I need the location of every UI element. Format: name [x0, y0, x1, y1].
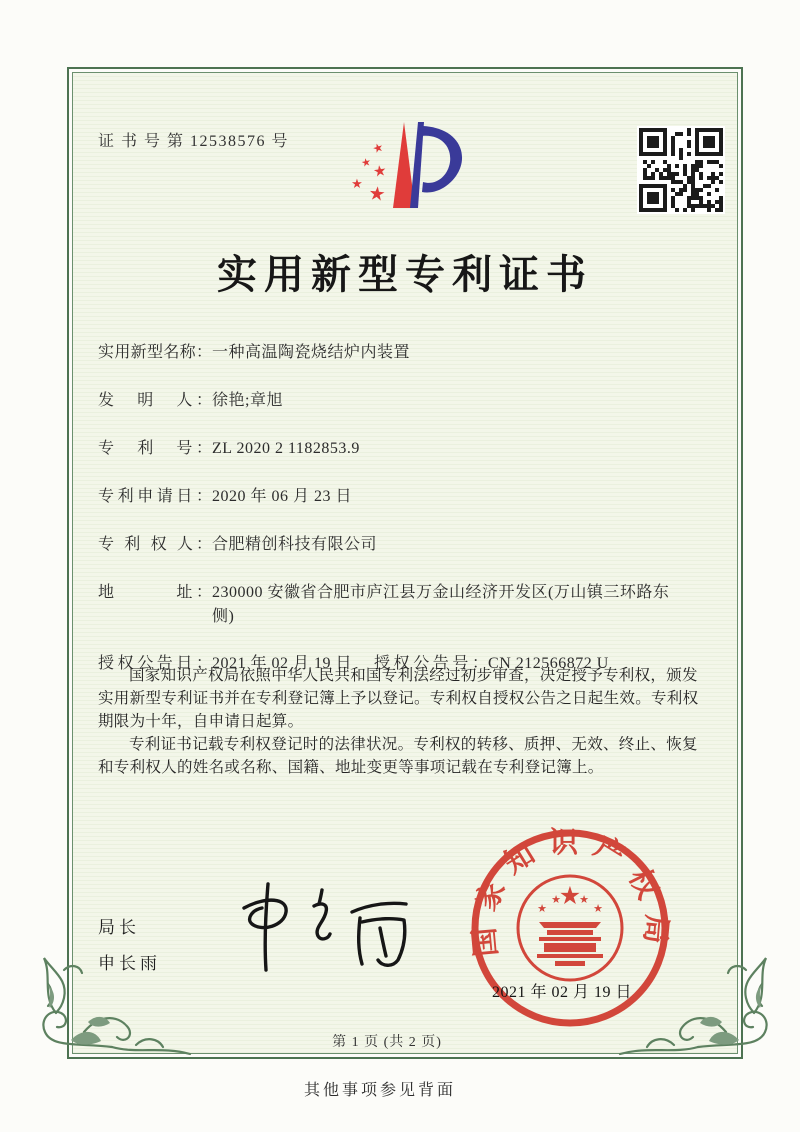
svg-text:★: ★	[558, 883, 582, 910]
field-value: CN 212566872 U	[488, 655, 609, 672]
field-row-inventor	[98, 389, 672, 413]
certificate-title: 实用新型专利证书	[217, 252, 593, 297]
field-value: 2021 年 02 月 19 日	[212, 655, 353, 672]
commissioner-name: 申长雨	[98, 954, 161, 973]
field-value: 230000 安徽省合肥市庐江县万金山经济开发区(万山镇三环路东侧)	[212, 584, 670, 625]
svg-text:★: ★	[551, 894, 561, 906]
legal-text	[98, 664, 710, 779]
field-label: 授权公告日：	[98, 655, 212, 672]
corner-ornament-icon	[618, 950, 786, 1068]
seal-text: 国家知识产权局	[467, 826, 673, 958]
svg-text:★: ★	[351, 176, 363, 191]
svg-text:★: ★	[370, 139, 386, 157]
field-row-name	[98, 341, 672, 365]
svg-text:★: ★	[372, 163, 388, 181]
certificate-number: 证 书 号 第 12538576 号	[98, 133, 290, 150]
field-value: 合肥精创科技有限公司	[212, 536, 378, 553]
field-value: 2020 年 06 月 23 日	[212, 488, 353, 505]
corner-ornament-icon	[24, 950, 192, 1068]
page-number: 第 1 页 (共 2 页)	[332, 1035, 442, 1050]
legal-paragraph-1: 国家知识产权局依照中华人民共和国专利法经过初步审查，决定授予专利权，颁发实用新型专利证书并在专利登记簿上予以登记。专利权自授权公告之日起生效。专利权期限为十年，自申请日起算。	[98, 667, 699, 730]
svg-text:★: ★	[593, 903, 603, 915]
signature-shen-changyu	[222, 878, 417, 978]
field-value: 徐艳;章旭	[212, 392, 283, 409]
svg-text:★: ★	[579, 894, 589, 906]
field-list	[98, 341, 672, 676]
field-row-filing-date	[98, 485, 672, 509]
field-label: 地 址：	[98, 584, 212, 601]
svg-text:★: ★	[360, 156, 373, 170]
field-value: 一种高温陶瓷烧结炉内装置	[212, 344, 411, 361]
field-value: ZL 2020 2 1182853.9	[212, 440, 360, 457]
field-row-address	[98, 581, 672, 629]
field-label: 实用新型名称：	[98, 344, 212, 361]
seal-date: 2021 年 02 月 19 日	[492, 984, 633, 1001]
commissioner-title: 局长	[98, 918, 140, 937]
qr-code	[637, 126, 725, 214]
legal-paragraph-2: 专利证书记载专利权登记时的法律状况。专利权的转移、质押、无效、终止、恢复和专利权人的姓名或名称、国籍、地址变更等事项记载在专利登记簿上。	[98, 736, 698, 776]
field-label: 发 明 人：	[98, 392, 212, 409]
field-label: 专 利 权 人：	[98, 536, 212, 553]
back-side-note: 其他事项参见背面	[303, 1082, 456, 1099]
field-label: 授权公告号：	[374, 655, 489, 672]
cnipa-logo-icon	[344, 118, 476, 218]
svg-text:★: ★	[537, 903, 547, 915]
field-label: 专利申请日：	[98, 488, 212, 505]
field-row-patentee	[98, 533, 672, 557]
field-row-patent-number	[98, 437, 672, 461]
svg-text:★: ★	[367, 183, 387, 206]
field-label: 专 利 号：	[98, 440, 212, 457]
